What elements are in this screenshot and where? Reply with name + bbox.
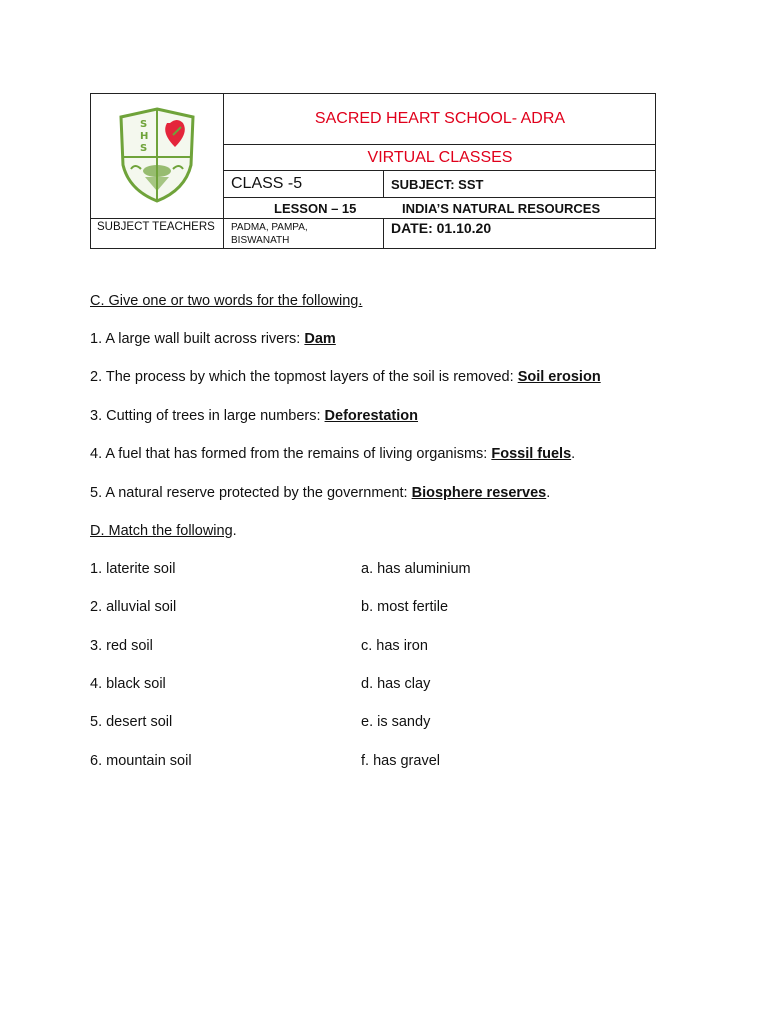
match-right-item: a. has aluminium — [361, 561, 471, 577]
question-text: Cutting of trees in large numbers: — [102, 408, 325, 424]
question-number: 2. — [90, 369, 103, 385]
question-number: 4. — [90, 446, 103, 462]
question-item — [90, 369, 601, 385]
class-label: CLASS -5 — [231, 175, 303, 192]
match-left-item: 6. mountain soil — [90, 753, 192, 769]
question-item — [90, 331, 336, 347]
divider — [383, 170, 384, 198]
match-right-item: c. has iron — [361, 638, 428, 654]
answer-text: Soil erosion — [517, 369, 601, 385]
question-number: 3. — [90, 408, 103, 424]
section-d-heading — [90, 523, 237, 539]
section-c-heading: C. Give one or two words for the following. — [90, 293, 363, 309]
question-tail: . — [546, 485, 551, 501]
question-number: 1. — [90, 331, 103, 347]
date-label: DATE: 01.10.20 — [391, 220, 492, 236]
match-left-item: 5. desert soil — [90, 714, 173, 730]
answer-text: Biosphere reserves — [411, 485, 547, 501]
question-item — [90, 446, 575, 462]
question-text: A natural reserve protected by the government: — [102, 485, 412, 501]
school-name: SACRED HEART SCHOOL- ADRA — [314, 110, 566, 127]
subject-label: SUBJECT: SST — [391, 176, 484, 192]
question-text: A large wall built across rivers: — [102, 331, 305, 347]
teachers-line: BISWANATH — [231, 235, 290, 246]
match-right-item: b. most fertile — [361, 599, 449, 615]
answer-text: Dam — [304, 331, 336, 347]
question-text: A fuel that has formed from the remains of living organisms: — [102, 446, 492, 462]
teachers-line: PADMA, PAMPA, — [231, 222, 308, 233]
lesson-title: INDIA’S NATURAL RESOURCES — [402, 200, 601, 216]
question-item — [90, 408, 418, 424]
svg-text:S: S — [140, 119, 148, 130]
match-left-item: 1. laterite soil — [90, 561, 176, 577]
lesson-label: LESSON – 15 — [274, 200, 357, 216]
header-table — [90, 93, 656, 249]
match-left-item: 4. black soil — [90, 676, 166, 692]
section-d-heading-tail: . — [232, 523, 237, 539]
section-d-heading-text: D. Match the following — [90, 523, 233, 539]
match-left-item: 3. red soil — [90, 638, 153, 654]
answer-text: Deforestation — [324, 408, 419, 424]
match-right-item: e. is sandy — [361, 714, 431, 730]
question-text: The process by which the topmost layers of the soil is removed: — [102, 369, 518, 385]
teachers-label: SUBJECT TEACHERS — [97, 221, 215, 233]
divider — [383, 218, 384, 249]
question-item — [90, 485, 550, 501]
match-right-item: f. has gravel — [361, 753, 440, 769]
question-number: 5. — [90, 485, 103, 501]
subtitle: VIRTUAL CLASSES — [367, 148, 513, 166]
teachers-names — [231, 221, 308, 247]
match-right-item: d. has clay — [361, 676, 431, 692]
answer-text: Fossil fuels — [491, 446, 572, 462]
match-left-item: 2. alluvial soil — [90, 599, 177, 615]
svg-text:H: H — [140, 131, 149, 142]
question-tail: . — [571, 446, 576, 462]
school-logo — [92, 95, 222, 215]
svg-text:S: S — [140, 143, 148, 154]
